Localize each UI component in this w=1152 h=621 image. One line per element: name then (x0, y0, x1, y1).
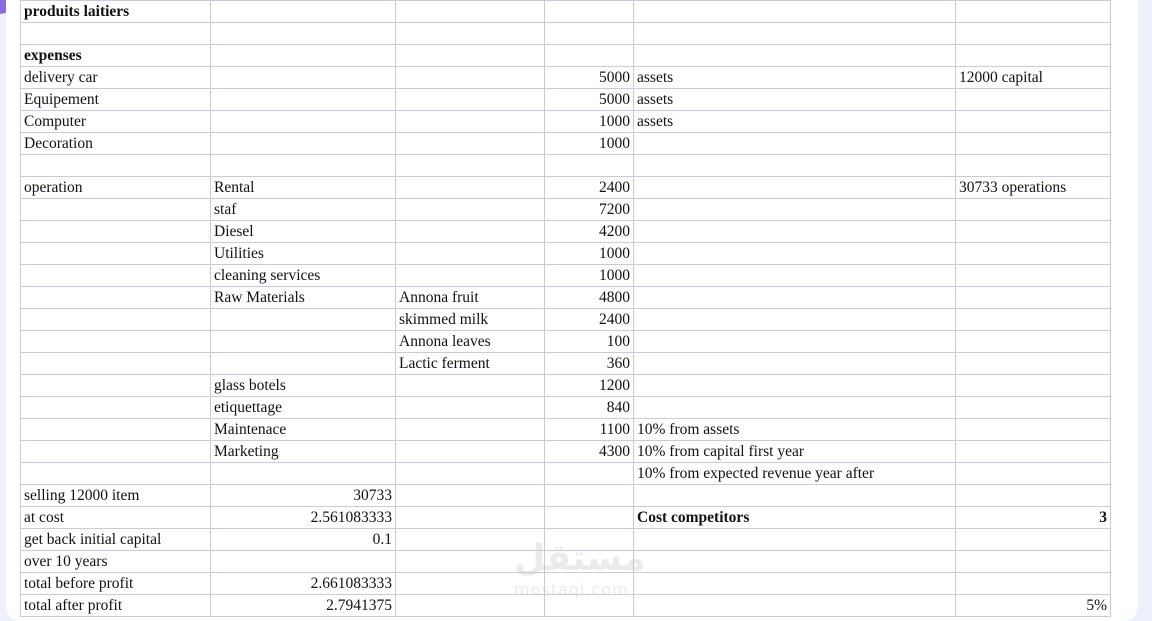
cell-r12-c1[interactable]: cleaning services (211, 265, 396, 287)
table-row (21, 375, 1111, 397)
cell-r11-c1[interactable]: Utilities (211, 243, 396, 265)
cell-r10-c5[interactable] (956, 221, 1111, 243)
cell-r3-c1[interactable] (211, 67, 396, 89)
cell-r10-c4[interactable] (634, 221, 956, 243)
cell-r27-c2[interactable] (396, 595, 545, 617)
watermark-text: mostaql.com (514, 580, 629, 599)
cell-r21-c5[interactable] (956, 463, 1111, 485)
cell-r0-c2[interactable] (396, 1, 545, 23)
spreadsheet-grid (20, 0, 1111, 617)
cell-r13-c1[interactable]: Raw Materials (211, 287, 396, 309)
cell-r25-c0[interactable]: over 10 years (21, 551, 211, 573)
cell-r26-c0[interactable]: total before profit (21, 573, 211, 595)
cell-r26-c2[interactable] (396, 573, 545, 595)
cell-r23-c2[interactable] (396, 507, 545, 529)
cell-r12-c3[interactable]: 1000 (545, 265, 634, 287)
cell-r24-c3[interactable] (545, 529, 634, 551)
cell-r6-c3[interactable]: 1000 (545, 133, 634, 155)
cell-r27-c3[interactable] (545, 595, 634, 617)
table-row (21, 243, 1111, 265)
cell-r24-c2[interactable] (396, 529, 545, 551)
right-edge (1138, 0, 1152, 621)
cell-r23-c3[interactable] (545, 507, 634, 529)
cell-r16-c1[interactable] (211, 353, 396, 375)
cell-r12-c5[interactable] (956, 265, 1111, 287)
cell-r5-c3[interactable]: 1000 (545, 111, 634, 133)
cell-r3-c3[interactable]: 5000 (545, 67, 634, 89)
cell-r9-c5[interactable] (956, 199, 1111, 221)
cell-r19-c5[interactable] (956, 419, 1111, 441)
cell-r7-c5[interactable] (956, 155, 1111, 177)
cell-r6-c5[interactable] (956, 133, 1111, 155)
cell-r12-c2[interactable] (396, 265, 545, 287)
cell-r16-c3[interactable]: 360 (545, 353, 634, 375)
cell-r25-c3[interactable] (545, 551, 634, 573)
cell-r9-c4[interactable] (634, 199, 956, 221)
cell-r16-c5[interactable] (956, 353, 1111, 375)
cell-r4-c5[interactable] (956, 89, 1111, 111)
cell-r17-c0[interactable] (21, 375, 211, 397)
cell-r5-c2[interactable] (396, 111, 545, 133)
cell-r0-c5[interactable] (956, 1, 1111, 23)
cell-r6-c1[interactable] (211, 133, 396, 155)
cell-r2-c5[interactable] (956, 45, 1111, 67)
cell-r24-c1[interactable]: 0.1 (211, 529, 396, 551)
cell-r15-c1[interactable] (211, 331, 396, 353)
cell-r21-c0[interactable] (21, 463, 211, 485)
table-row (21, 1, 1111, 23)
cell-r23-c4[interactable]: Cost competitors (634, 507, 956, 529)
cell-r27-c1[interactable]: 2.7941375 (211, 595, 396, 617)
cell-r4-c2[interactable] (396, 89, 545, 111)
cell-r17-c3[interactable]: 1200 (545, 375, 634, 397)
table-row (21, 155, 1111, 177)
cell-r1-c5[interactable] (956, 23, 1111, 45)
table-row (21, 111, 1111, 133)
cell-r11-c4[interactable] (634, 243, 956, 265)
cell-r8-c4[interactable] (634, 177, 956, 199)
cell-r15-c2[interactable]: Annona leaves (396, 331, 545, 353)
cell-r3-c2[interactable] (396, 67, 545, 89)
table-row (21, 485, 1111, 507)
cell-r5-c0[interactable]: Computer (21, 111, 211, 133)
cell-r15-c5[interactable] (956, 331, 1111, 353)
cell-r21-c3[interactable] (545, 463, 634, 485)
cell-r14-c3[interactable]: 2400 (545, 309, 634, 331)
cell-r14-c2[interactable]: skimmed milk (396, 309, 545, 331)
cell-r21-c2[interactable] (396, 463, 545, 485)
cell-r23-c5[interactable]: 3 (956, 507, 1111, 529)
cell-r6-c0[interactable]: Decoration (21, 133, 211, 155)
cell-r22-c2[interactable] (396, 485, 545, 507)
cell-r15-c4[interactable] (634, 331, 956, 353)
table-row (21, 265, 1111, 287)
cell-r4-c1[interactable] (211, 89, 396, 111)
cell-r8-c5[interactable]: 30733 operations (956, 177, 1111, 199)
cell-r22-c5[interactable] (956, 485, 1111, 507)
cell-r2-c0[interactable]: expenses (21, 45, 211, 67)
table-row (21, 551, 1111, 573)
table-row (21, 507, 1111, 529)
cell-r18-c3[interactable]: 840 (545, 397, 634, 419)
cell-r24-c0[interactable]: get back initial capital (21, 529, 211, 551)
cell-r11-c0[interactable] (21, 243, 211, 265)
cell-r10-c2[interactable] (396, 221, 545, 243)
cell-r17-c2[interactable] (396, 375, 545, 397)
cell-r2-c3[interactable] (545, 45, 634, 67)
cell-r24-c5[interactable] (956, 529, 1111, 551)
cell-r6-c2[interactable] (396, 133, 545, 155)
cell-r3-c0[interactable]: delivery car (21, 67, 211, 89)
cell-r1-c1[interactable] (211, 23, 396, 45)
cell-r17-c1[interactable]: glass botels (211, 375, 396, 397)
cell-r16-c4[interactable] (634, 353, 956, 375)
cell-r15-c0[interactable] (21, 331, 211, 353)
cell-r4-c3[interactable]: 5000 (545, 89, 634, 111)
cell-r13-c4[interactable] (634, 287, 956, 309)
cell-r8-c1[interactable]: Rental (211, 177, 396, 199)
cell-r20-c2[interactable] (396, 441, 545, 463)
cell-r20-c3[interactable]: 4300 (545, 441, 634, 463)
cell-r13-c5[interactable] (956, 287, 1111, 309)
cell-r5-c1[interactable] (211, 111, 396, 133)
table-row (21, 45, 1111, 67)
cell-r1-c3[interactable] (545, 23, 634, 45)
cell-r19-c4[interactable]: 10% from assets (634, 419, 956, 441)
cell-r10-c3[interactable]: 4200 (545, 221, 634, 243)
cell-r15-c3[interactable]: 100 (545, 331, 634, 353)
cell-r13-c0[interactable] (21, 287, 211, 309)
cell-r19-c0[interactable] (21, 419, 211, 441)
cell-r11-c2[interactable] (396, 243, 545, 265)
cell-r3-c4[interactable]: assets (634, 67, 956, 89)
cell-r26-c1[interactable]: 2.661083333 (211, 573, 396, 595)
cell-r22-c1[interactable]: 30733 (211, 485, 396, 507)
cell-r7-c1[interactable] (211, 155, 396, 177)
table-row (21, 397, 1111, 419)
cell-r17-c5[interactable] (956, 375, 1111, 397)
table-row (21, 309, 1111, 331)
cell-r10-c0[interactable] (21, 221, 211, 243)
cell-r27-c0[interactable]: total after profit (21, 595, 211, 617)
cell-r22-c4[interactable] (634, 485, 956, 507)
cell-r9-c0[interactable] (21, 199, 211, 221)
cell-r6-c4[interactable] (634, 133, 956, 155)
cell-r0-c0[interactable]: produits laitiers (21, 1, 211, 23)
cell-r13-c3[interactable]: 4800 (545, 287, 634, 309)
cell-r16-c0[interactable] (21, 353, 211, 375)
cell-r13-c2[interactable]: Annona fruit (396, 287, 545, 309)
cell-r1-c4[interactable] (634, 23, 956, 45)
cell-r4-c0[interactable]: Equipement (21, 89, 211, 111)
cell-r12-c0[interactable] (21, 265, 211, 287)
cell-r26-c3[interactable] (545, 573, 634, 595)
table-row (21, 287, 1111, 309)
table-row (21, 441, 1111, 463)
table-row (21, 67, 1111, 89)
cell-r11-c5[interactable] (956, 243, 1111, 265)
cell-r8-c0[interactable]: operation (21, 177, 211, 199)
cell-r7-c3[interactable] (545, 155, 634, 177)
cell-r9-c3[interactable]: 7200 (545, 199, 634, 221)
cell-r5-c5[interactable] (956, 111, 1111, 133)
spreadsheet-sheet (6, 0, 1138, 621)
cell-r20-c5[interactable] (956, 441, 1111, 463)
cell-r21-c1[interactable] (211, 463, 396, 485)
cell-r20-c1[interactable]: Marketing (211, 441, 396, 463)
cell-r14-c0[interactable] (21, 309, 211, 331)
cell-r21-c4[interactable]: 10% from expected revenue year after (634, 463, 956, 485)
cell-r19-c3[interactable]: 1100 (545, 419, 634, 441)
cell-r1-c2[interactable] (396, 23, 545, 45)
cell-r2-c4[interactable] (634, 45, 956, 67)
table-row (21, 573, 1111, 595)
cell-r18-c5[interactable] (956, 397, 1111, 419)
cell-r12-c4[interactable] (634, 265, 956, 287)
cell-r18-c1[interactable]: etiquettage (211, 397, 396, 419)
cell-r1-c0[interactable] (21, 23, 211, 45)
cell-r14-c1[interactable] (211, 309, 396, 331)
cell-r0-c4[interactable] (634, 1, 956, 23)
cell-r7-c0[interactable] (21, 155, 211, 177)
table-row (21, 199, 1111, 221)
table-row (21, 221, 1111, 243)
cell-r20-c0[interactable] (21, 441, 211, 463)
cell-r25-c2[interactable] (396, 551, 545, 573)
cell-r16-c2[interactable]: Lactic ferment (396, 353, 545, 375)
cell-r18-c2[interactable] (396, 397, 545, 419)
cell-r22-c0[interactable]: selling 12000 item (21, 485, 211, 507)
cell-r3-c5[interactable]: 12000 capital (956, 67, 1111, 89)
cell-r24-c4[interactable] (634, 529, 956, 551)
cell-r23-c1[interactable]: 2.561083333 (211, 507, 396, 529)
cell-r10-c1[interactable]: Diesel (211, 221, 396, 243)
cell-r2-c2[interactable] (396, 45, 545, 67)
cell-r26-c5[interactable] (956, 573, 1111, 595)
cell-r14-c4[interactable] (634, 309, 956, 331)
table-row (21, 353, 1111, 375)
cell-r20-c4[interactable]: 10% from capital first year (634, 441, 956, 463)
cell-r18-c0[interactable] (21, 397, 211, 419)
table-row (21, 529, 1111, 551)
cell-r19-c2[interactable] (396, 419, 545, 441)
table-row (21, 133, 1111, 155)
table-row (21, 419, 1111, 441)
cell-r25-c4[interactable] (634, 551, 956, 573)
cell-r0-c1[interactable] (211, 1, 396, 23)
cell-r22-c3[interactable] (545, 485, 634, 507)
cell-r25-c5[interactable] (956, 551, 1111, 573)
table-row (21, 89, 1111, 111)
cell-r7-c4[interactable] (634, 155, 956, 177)
cell-r0-c3[interactable] (545, 1, 634, 23)
cell-r8-c2[interactable] (396, 177, 545, 199)
cell-r19-c1[interactable]: Maintenace (211, 419, 396, 441)
cell-r25-c1[interactable] (211, 551, 396, 573)
cell-r17-c4[interactable] (634, 375, 956, 397)
table-row (21, 595, 1111, 617)
cell-r27-c5[interactable]: 5% (956, 595, 1111, 617)
cell-r4-c4[interactable]: assets (634, 89, 956, 111)
cell-r23-c0[interactable]: at cost (21, 507, 211, 529)
cell-r11-c3[interactable]: 1000 (545, 243, 634, 265)
table-row (21, 177, 1111, 199)
cell-r2-c1[interactable] (211, 45, 396, 67)
cell-r9-c1[interactable]: staf (211, 199, 396, 221)
cell-r8-c3[interactable]: 2400 (545, 177, 634, 199)
watermark-logo: مستقل (514, 538, 646, 579)
table-row (21, 23, 1111, 45)
cell-r18-c4[interactable] (634, 397, 956, 419)
cell-r9-c2[interactable] (396, 199, 545, 221)
table-row (21, 331, 1111, 353)
cell-r5-c4[interactable]: assets (634, 111, 956, 133)
cell-r7-c2[interactable] (396, 155, 545, 177)
cell-r14-c5[interactable] (956, 309, 1111, 331)
cell-r27-c4[interactable] (634, 595, 956, 617)
cell-r26-c4[interactable] (634, 573, 956, 595)
table-row (21, 463, 1111, 485)
